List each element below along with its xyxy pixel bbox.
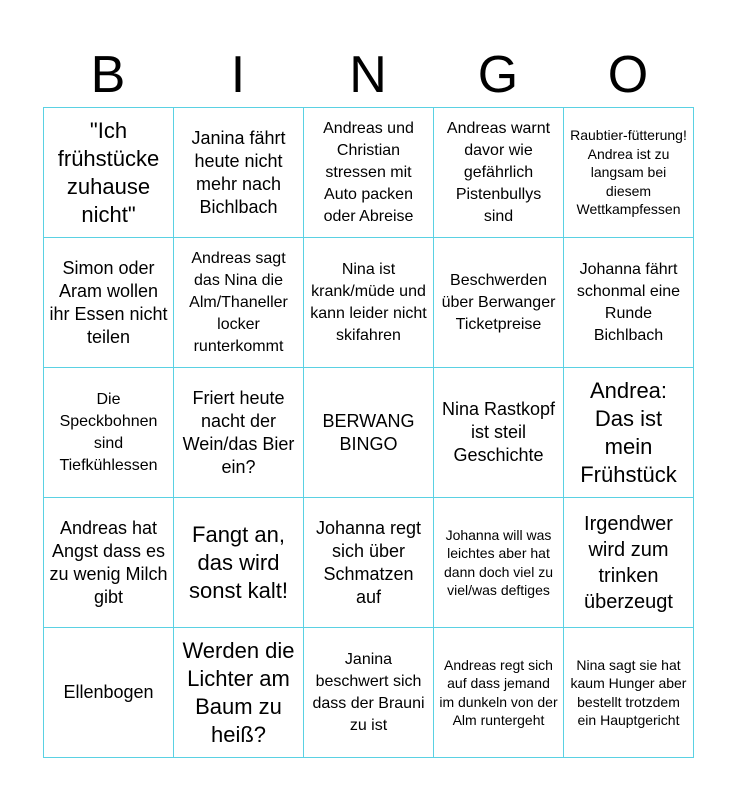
cell-text: Andreas warnt davor wie gefährlich Pistenbullys sind (446, 119, 551, 225)
bingo-cell[interactable] (44, 108, 174, 238)
bingo-cell[interactable] (434, 368, 564, 498)
bingo-cell[interactable] (564, 238, 694, 368)
bingo-cell[interactable] (174, 238, 304, 368)
cell-text: Die Speckbohnen sind Tiefkühlessen (59, 390, 158, 474)
cell-text: Irgendwer wird zum trinken überzeugt (584, 512, 673, 613)
bingo-cell[interactable] (44, 238, 174, 368)
bingo-cell[interactable] (564, 498, 694, 628)
cell-text: Andrea: Das ist mein Frühstück (580, 377, 677, 487)
bingo-cell[interactable] (304, 628, 434, 758)
cell-text: Johanna will was leichtes aber hat dann doch viel zu viel/was deftiges (444, 526, 553, 598)
cell-text: Fangt an, das wird sonst kalt! (188, 521, 289, 603)
header-letter-i: I (230, 46, 246, 104)
cell-text: Janina beschwert sich dass der Brauni zu ist (312, 650, 425, 734)
bingo-cell[interactable] (564, 628, 694, 758)
cell-text: "Ich frühstücke zuhause nicht" (57, 117, 160, 227)
cell-text: Simon oder Aram wollen ihr Essen nicht teilen (49, 257, 168, 347)
bingo-cell[interactable] (304, 108, 434, 238)
bingo-cell[interactable] (174, 628, 304, 758)
cell-text: Johanna fährt schonmal eine Runde Bichlbach (576, 260, 681, 344)
cell-text: Nina ist krank/müde und kann leider nicht skifahren (310, 260, 427, 344)
cell-text: Nina sagt sie hat kaum Hunger aber bestellt trotzdem ein Hauptgericht (570, 656, 687, 728)
cell-text: Beschwerden über Berwanger Ticketpreise (441, 271, 556, 333)
header-letter-g: G (477, 46, 519, 104)
cell-text: Werden die Lichter am Baum zu heiß? (182, 637, 295, 747)
bingo-cell[interactable] (434, 238, 564, 368)
cell-text: Andreas regt sich auf dass jemand im dunkeln von der Alm runtergeht (439, 656, 558, 728)
header-letter-o: O (607, 46, 649, 104)
bingo-cell[interactable] (44, 368, 174, 498)
header-letter-b: B (90, 46, 126, 104)
bingo-cell[interactable] (304, 498, 434, 628)
bingo-cell[interactable] (174, 108, 304, 238)
free-space-cell[interactable] (304, 368, 434, 498)
cell-text: Andreas und Christian stressen mit Auto packen oder Abreise (323, 119, 414, 225)
cell-text: Johanna regt sich über Schmatzen auf (315, 517, 422, 607)
bingo-cell[interactable] (564, 368, 694, 498)
bingo-cell[interactable] (44, 498, 174, 628)
bingo-cell[interactable] (434, 628, 564, 758)
cell-text: Friert heute nacht der Wein/das Bier ein? (182, 387, 295, 477)
bingo-cell[interactable] (174, 368, 304, 498)
bingo-header (43, 42, 693, 108)
cell-text: Raubtier-fütterung! Andrea ist zu langsam bei diesem Wettkampfessen (570, 127, 687, 218)
free-space-text: BERWANG BINGO (322, 410, 415, 454)
header-letter-n: N (349, 46, 387, 104)
bingo-board (43, 107, 694, 758)
cell-text: Nina Rastkopf ist steil Geschichte (441, 399, 556, 465)
bingo-cell[interactable] (564, 108, 694, 238)
bingo-cell[interactable] (304, 238, 434, 368)
cell-text: Andreas sagt das Nina die Alm/Thaneller locker runterkommt (189, 249, 288, 355)
bingo-cell[interactable] (174, 498, 304, 628)
bingo-cell[interactable] (44, 628, 174, 758)
bingo-cell[interactable] (434, 498, 564, 628)
bingo-cell[interactable] (434, 108, 564, 238)
cell-text: Janina fährt heute nicht mehr nach Bichlbach (191, 127, 286, 217)
cell-text: Andreas hat Angst dass es zu wenig Milch gibt (49, 517, 168, 607)
cell-text: Ellenbogen (63, 682, 154, 702)
